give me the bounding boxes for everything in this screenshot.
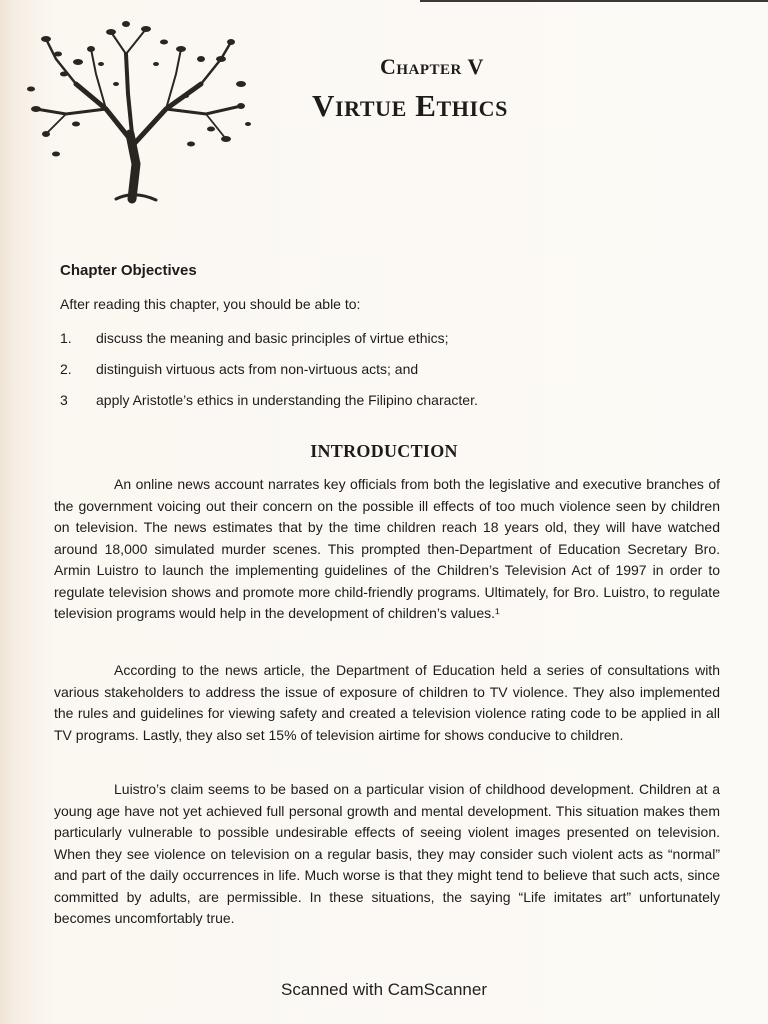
chapter-label: Chapter V [380,54,484,79]
chapter-title: Virtue Ethics [312,88,508,123]
objectives-heading: Chapter Objectives [60,262,197,279]
objective-number: 1. [60,330,72,346]
introduction-heading: INTRODUCTION [310,441,458,461]
objective-item [60,392,478,408]
objective-item [60,361,418,377]
scanner-footer: Scanned with CamScanner [280,980,487,999]
top-rule [420,0,768,2]
introduction-paragraph-3: Luistro’s claim seems to be based on a particular vision of childhood development. Children at a young age have not yet achieved full personal growth and mental development. This situation makes them particularly vulnerable to possible undesirable effects of seeing violent images presented on television. When they see violence on television on a regular basis, they may consider such violent acts as “normal” and part of the daily occurrences in life. Much worse is that they might tend to believe that such acts, since committed by adults, are permissible. In these situations, the saying “Life imitates art” unfortunately becomes uncomfortably true. [54,781,720,926]
objective-number: 2. [60,361,72,377]
objective-text: distinguish virtuous acts from non-virtuous acts; and [96,361,419,377]
objective-number: 3 [60,392,68,408]
introduction-paragraph-1: An online news account narrates key officials from both the legislative and executive branches of the government voicing out their concern on the possible ill effects of too much violence seen by children on television. The news estimates that by the time children reach 18 years old, they will have watched around 18,000 simulated murder scenes. This prompted then-Department of Education Secretary Bro. Armin Luistro to launch the implementing guidelines of the Children’s Television Act of 1997 in order to regulate television shows and promote more child-friendly programs. Ultimately, for Bro. Luistro, to regulate television programs would help in the development of children’s values.¹ [54,476,720,621]
objectives-lead: After reading this chapter, you should be able to: [60,296,361,312]
objective-text: apply Aristotle’s ethics in understanding the Filipino character. [96,392,478,408]
tree-illustration [16,14,256,204]
objective-item [60,330,449,346]
objective-text: discuss the meaning and basic principles of virtue ethics; [96,330,449,346]
introduction-paragraph-2: According to the news article, the Department of Education held a series of consultations with various stakeholders to address the issue of exposure of children to TV violence. They also implemented the rules and guidelines for viewing safety and created a television violence rating code to be applied in all TV programs. Lastly, they also set 15% of television airtime for shows conducive to children. [54,662,720,743]
